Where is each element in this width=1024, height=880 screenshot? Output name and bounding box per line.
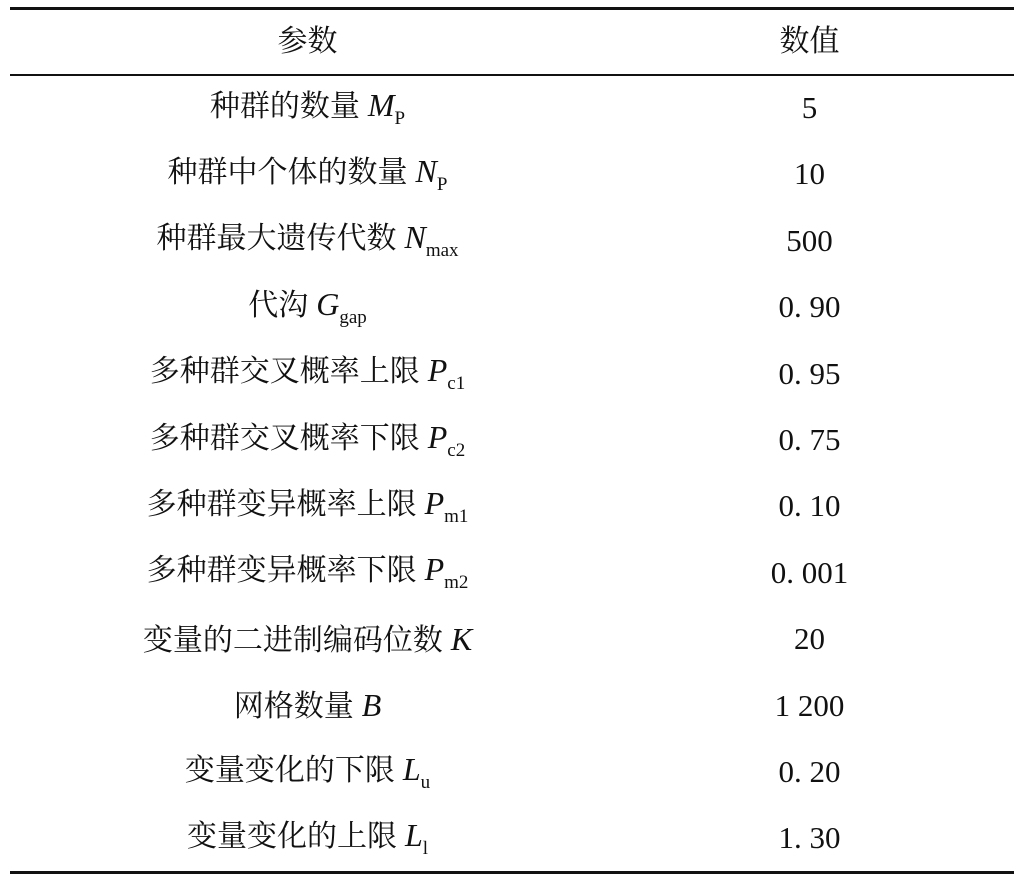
parameter-value: 10 — [794, 156, 825, 192]
parameter-value: 1. 30 — [778, 820, 841, 856]
value-cell — [605, 822, 1014, 854]
symbol-subscript: P — [436, 173, 448, 195]
value-cell — [605, 490, 1014, 522]
parameter-symbol — [316, 285, 367, 328]
parameter-symbol — [404, 816, 429, 859]
table-row — [10, 676, 1014, 736]
table-row — [10, 808, 1014, 868]
parameter-name: 多种群交叉概率上限 — [149, 354, 420, 390]
parameter-symbol — [424, 484, 469, 527]
value-cell — [605, 291, 1014, 323]
symbol-letter: P — [427, 352, 448, 389]
value-cell — [605, 222, 1014, 258]
symbol-letter: B — [361, 687, 382, 724]
symbol-subscript: u — [420, 771, 431, 793]
symbol-subscript: c2 — [447, 439, 466, 461]
symbol-letter: P — [424, 484, 445, 521]
table-row — [10, 78, 1014, 138]
symbol-letter: N — [415, 152, 437, 189]
symbol-letter: L — [404, 816, 423, 853]
symbol-letter: P — [427, 418, 448, 455]
parameter-symbol — [404, 219, 459, 262]
symbol-subscript: c1 — [447, 373, 466, 395]
symbol-letter: K — [450, 620, 473, 657]
symbol-subscript: gap — [339, 306, 367, 328]
parameter-cell — [10, 620, 605, 658]
parameter-cell — [10, 86, 605, 129]
table-row — [10, 277, 1014, 337]
value-cell — [605, 687, 1014, 723]
parameter-name: 多种群变异概率上限 — [146, 486, 417, 522]
parameter-value: 0. 001 — [770, 554, 849, 590]
parameter-value: 0. 10 — [778, 488, 841, 524]
parameter-value: 0. 20 — [778, 754, 841, 789]
symbol-subscript: m1 — [444, 505, 469, 527]
parameter-value: 500 — [786, 222, 833, 258]
parameter-name: 变量变化的下限 — [184, 752, 395, 788]
value-cell — [605, 623, 1014, 655]
symbol-subscript: max — [425, 240, 459, 262]
parameter-name: 多种群变异概率下限 — [146, 553, 417, 589]
value-cell — [605, 158, 1014, 190]
value-cell — [605, 424, 1014, 456]
symbol-letter: M — [367, 86, 395, 123]
parameter-name: 种群中个体的数量 — [167, 154, 408, 190]
table-row — [10, 609, 1014, 669]
parameter-name: 变量的二进制编码位数 — [142, 622, 443, 658]
bottom-rule — [10, 871, 1014, 874]
parameter-symbol — [451, 621, 472, 657]
parameter-value: 20 — [794, 621, 825, 657]
parameter-symbol — [415, 152, 448, 195]
parameter-cell — [10, 750, 605, 793]
parameter-cell — [10, 816, 605, 859]
parameter-symbol — [402, 750, 431, 793]
header-rule — [10, 74, 1014, 76]
symbol-subscript: m2 — [444, 572, 469, 594]
parameter-cell — [10, 221, 605, 260]
symbol-letter: N — [404, 219, 426, 256]
parameter-symbol — [362, 687, 382, 723]
table-row — [10, 543, 1014, 603]
parameter-name: 种群最大遗传代数 — [156, 221, 397, 257]
parameter-value: 5 — [801, 90, 818, 125]
symbol-subscript: l — [422, 837, 429, 859]
parameter-cell — [10, 484, 605, 527]
parameter-name: 变量变化的上限 — [186, 818, 397, 854]
table-row — [10, 344, 1014, 404]
value-cell — [605, 756, 1014, 788]
parameter-cell — [10, 354, 605, 393]
parameter-table — [10, 0, 1014, 880]
table-row — [10, 211, 1014, 271]
parameter-name: 多种群交叉概率下限 — [149, 420, 420, 456]
table-header-row — [10, 10, 1014, 74]
table-row — [10, 144, 1014, 204]
parameter-symbol — [367, 86, 406, 129]
symbol-letter: P — [424, 551, 445, 588]
parameter-name: 代沟 — [248, 287, 309, 323]
parameter-symbol — [424, 551, 469, 594]
parameter-cell — [10, 553, 605, 592]
parameter-value: 0. 90 — [778, 289, 841, 325]
parameter-value: 0. 75 — [778, 422, 841, 457]
value-cell — [605, 355, 1014, 391]
parameter-symbol — [427, 352, 466, 395]
value-cell — [605, 554, 1014, 590]
parameter-value: 1 200 — [774, 687, 845, 723]
symbol-subscript: P — [394, 107, 406, 129]
parameter-cell — [10, 687, 605, 725]
parameter-name: 网格数量 — [233, 689, 354, 725]
value-column-header: 数值 — [779, 24, 840, 59]
symbol-letter: L — [402, 750, 421, 787]
parameter-symbol — [427, 418, 466, 461]
parameter-value: 0. 95 — [778, 355, 841, 391]
table-row — [10, 742, 1014, 802]
parameter-name: 种群的数量 — [209, 88, 360, 124]
parameter-column-header: 参数 — [277, 24, 338, 59]
parameter-cell — [10, 152, 605, 195]
table-row — [10, 476, 1014, 536]
symbol-letter: G — [316, 285, 340, 322]
value-cell — [605, 92, 1014, 124]
table-row — [10, 410, 1014, 470]
parameter-cell — [10, 418, 605, 461]
parameter-cell — [10, 285, 605, 328]
